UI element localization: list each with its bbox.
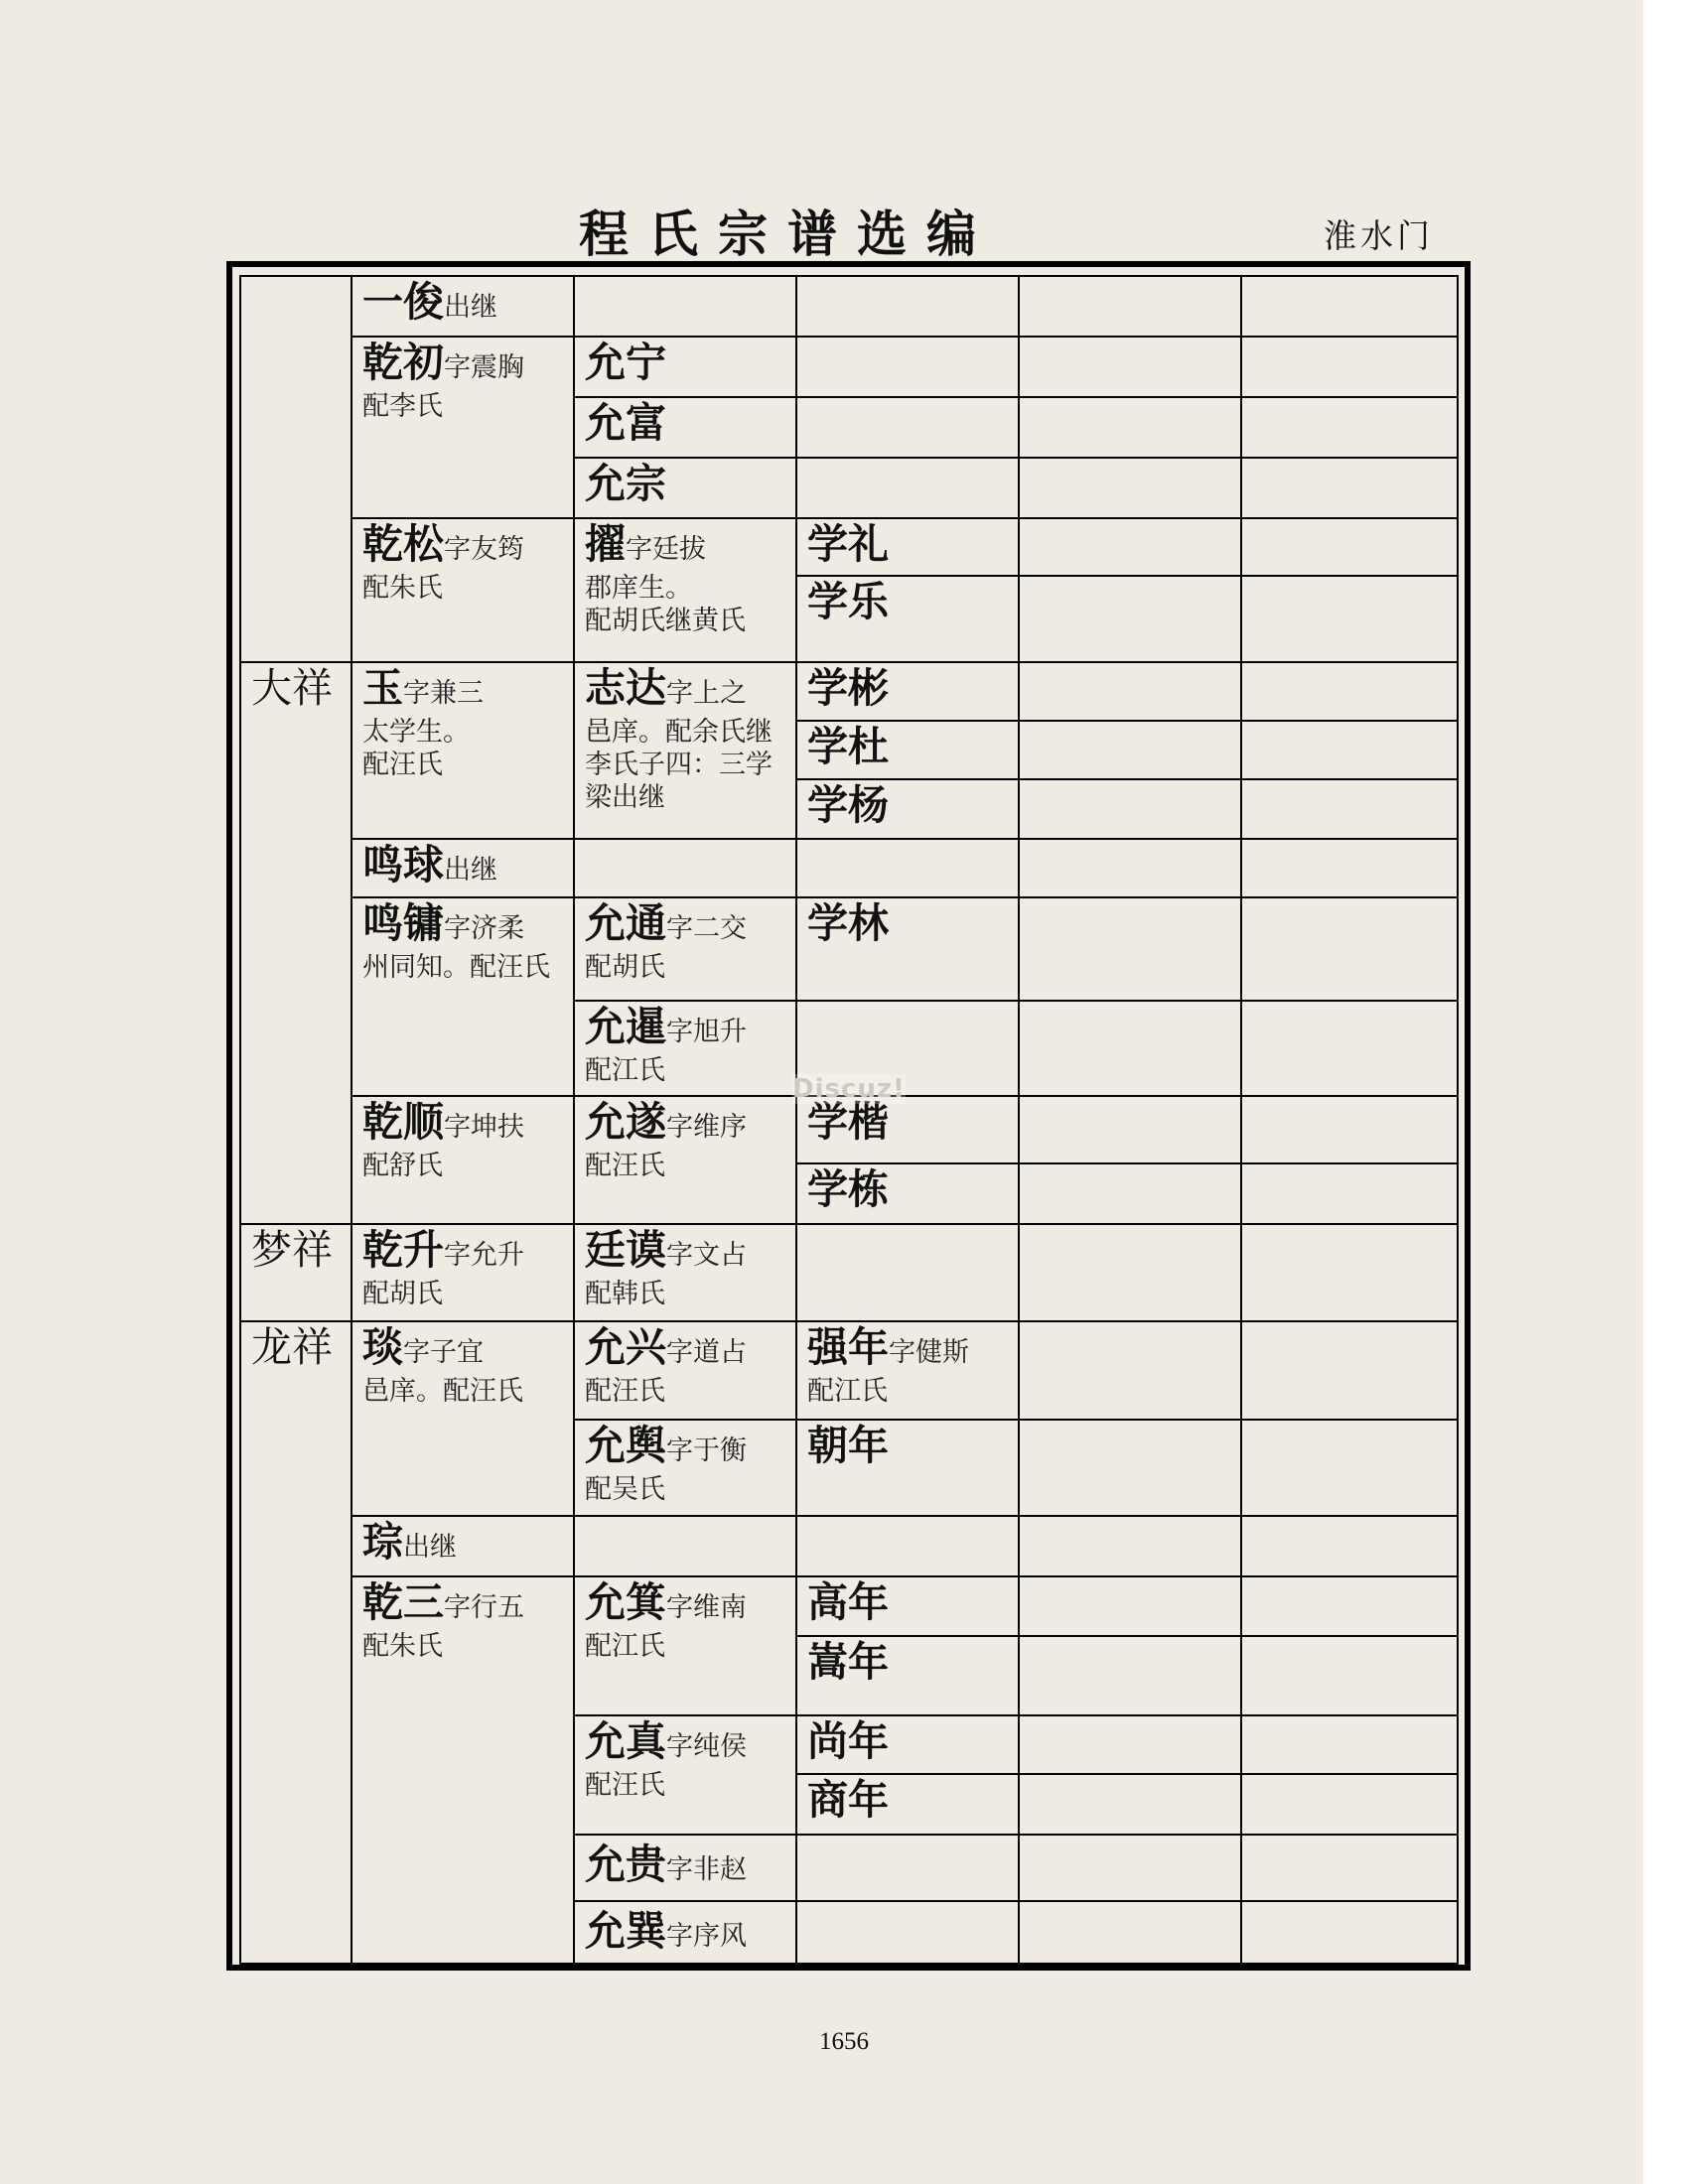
- person-name: 允兴: [585, 1323, 666, 1371]
- gen6-cell: [1241, 1516, 1458, 1576]
- person-detail: 配江氏: [585, 1631, 665, 1662]
- gen5-cell: [1019, 576, 1241, 662]
- gen5-cell: [1019, 337, 1241, 397]
- genealogy-table: [239, 275, 1459, 1965]
- gen6-cell: [1241, 1420, 1458, 1516]
- person-name: 学栋: [807, 1165, 889, 1213]
- person-note: 字二交: [666, 913, 747, 944]
- gen5-cell: [1019, 721, 1241, 779]
- gen4-cell: [796, 1224, 1019, 1321]
- person-detail: 州同知。配汪氏: [362, 952, 550, 983]
- person-note: 出继: [444, 855, 497, 886]
- person-detail: 配胡氏: [585, 952, 665, 983]
- gen5-cell: [1019, 779, 1241, 839]
- person-note: 字济柔: [444, 913, 524, 944]
- gen5-cell: [1019, 1774, 1241, 1835]
- person-name: 学杜: [807, 723, 889, 770]
- gen3-cell: [574, 1715, 796, 1835]
- gen4-cell: [796, 662, 1019, 721]
- person-name: 高年: [807, 1578, 889, 1626]
- gen5-cell: [1019, 1321, 1241, 1420]
- table-row: [240, 1096, 1458, 1163]
- person-detail: 邑庠。配汪氏: [362, 1376, 523, 1407]
- gen1-cell: [240, 1321, 352, 1964]
- person-name: 学乐: [807, 578, 889, 625]
- gen5-cell: [1019, 662, 1241, 721]
- table-row: [240, 276, 1458, 337]
- person-detail: 配胡氏继黄氏: [585, 606, 746, 637]
- table-row: [240, 337, 1458, 397]
- gen2-cell: [352, 1576, 574, 1964]
- person-note: 字纯侯: [666, 1731, 747, 1762]
- gen6-cell: [1241, 337, 1458, 397]
- gen2-cell: [352, 276, 574, 337]
- gen4-cell: [796, 397, 1019, 458]
- table-row: [240, 1516, 1458, 1576]
- gen5-cell: [1019, 397, 1241, 458]
- person-name: 允舆: [585, 1422, 666, 1469]
- gen3-cell: [574, 276, 796, 337]
- person-name: 乾顺: [362, 1098, 444, 1146]
- person-detail: 配江氏: [807, 1376, 888, 1407]
- person-name: 强年: [807, 1323, 889, 1371]
- gen6-cell: [1241, 839, 1458, 897]
- person-detail: 配汪氏: [585, 1151, 665, 1181]
- person-name: 朝年: [807, 1422, 889, 1469]
- person-name: 嵩年: [807, 1638, 889, 1686]
- person-detail: 李氏子四：三学: [585, 750, 773, 781]
- person-detail: 配汪氏: [362, 750, 443, 781]
- person-detail: 太学生。: [362, 717, 470, 748]
- gen6-cell: [1241, 1001, 1458, 1096]
- person-name: 允暹: [585, 1003, 666, 1050]
- gen6-cell: [1241, 897, 1458, 1001]
- person-note: 字廷拔: [626, 534, 706, 565]
- person-name: 玉: [362, 664, 403, 712]
- person-detail: 配朱氏: [362, 1631, 443, 1662]
- person-note: 字允升: [444, 1240, 524, 1271]
- gen6-cell: [1241, 397, 1458, 458]
- gen5-cell: [1019, 276, 1241, 337]
- gen3-cell: [574, 1901, 796, 1964]
- person-detail: 配江氏: [585, 1055, 665, 1086]
- gen4-cell: [796, 1096, 1019, 1163]
- person-name: 允遂: [585, 1098, 666, 1146]
- person-note: 字震胸: [444, 352, 524, 383]
- person-note: 字序风: [666, 1921, 747, 1952]
- gen2-cell: [352, 839, 574, 897]
- person-name: 一俊: [362, 278, 444, 326]
- gen3-cell: [574, 1420, 796, 1516]
- table-row: [240, 662, 1458, 721]
- person-name: 乾升: [362, 1226, 444, 1274]
- gen6-cell: [1241, 779, 1458, 839]
- gen1-cell: [240, 662, 352, 1224]
- person-note: 字维南: [666, 1592, 747, 1623]
- person-detail: 配胡氏: [362, 1279, 443, 1309]
- gen3-cell: [574, 1001, 796, 1096]
- gen6-cell: [1241, 1774, 1458, 1835]
- gen6-cell: [1241, 1576, 1458, 1636]
- gen4-cell: [796, 839, 1019, 897]
- person-name: 琮: [362, 1518, 403, 1566]
- person-note: 字友筠: [444, 534, 524, 565]
- person-note: 出继: [444, 292, 497, 323]
- person-detail: 配吴氏: [585, 1474, 665, 1505]
- person-name: 商年: [807, 1776, 889, 1824]
- person-detail: 配舒氏: [362, 1151, 443, 1181]
- person-name: 允富: [585, 399, 666, 447]
- gen3-cell: [574, 1835, 796, 1901]
- page-number: 1656: [819, 2028, 869, 2055]
- person-name: 龙祥: [251, 1323, 333, 1371]
- gen3-cell: [574, 897, 796, 1001]
- person-detail: 配朱氏: [362, 573, 443, 604]
- gen4-cell: [796, 721, 1019, 779]
- gen4-cell: [796, 518, 1019, 576]
- person-name: 乾初: [362, 339, 444, 386]
- gen5-cell: [1019, 1835, 1241, 1901]
- gen5-cell: [1019, 1001, 1241, 1096]
- person-detail: 配汪氏: [585, 1770, 665, 1801]
- gen3-cell: [574, 1576, 796, 1715]
- gen6-cell: [1241, 1163, 1458, 1224]
- gen5-cell: [1019, 1163, 1241, 1224]
- gen4-cell: [796, 1636, 1019, 1715]
- gen2-cell: [352, 1096, 574, 1224]
- gen4-cell: [796, 576, 1019, 662]
- person-note: 字非赵: [666, 1854, 747, 1885]
- gen4-cell: [796, 1901, 1019, 1964]
- table-row: [240, 839, 1458, 897]
- person-detail: 邑庠。配余氏继: [585, 717, 773, 748]
- gen2-cell: [352, 1224, 574, 1321]
- person-note: 字文占: [666, 1240, 747, 1271]
- person-name: 允贵: [585, 1841, 666, 1888]
- gen6-cell: [1241, 1835, 1458, 1901]
- gen6-cell: [1241, 662, 1458, 721]
- person-detail: 配汪氏: [585, 1376, 665, 1407]
- gen3-cell: [574, 1224, 796, 1321]
- person-name: 鸣镛: [362, 899, 444, 947]
- gen5-cell: [1019, 1901, 1241, 1964]
- person-detail: 配韩氏: [585, 1279, 665, 1309]
- gen4-cell: [796, 1576, 1019, 1636]
- person-name: 允通: [585, 899, 666, 947]
- gen3-cell: [574, 839, 796, 897]
- gen6-cell: [1241, 1636, 1458, 1715]
- person-note: 字健斯: [889, 1337, 969, 1368]
- person-name: 大祥: [251, 664, 333, 712]
- table-row: [240, 1321, 1458, 1420]
- gen4-cell: [796, 1163, 1019, 1224]
- person-name: 梦祥: [251, 1226, 333, 1274]
- person-note: 字坤扶: [444, 1112, 524, 1143]
- person-name: 鸣球: [362, 841, 444, 888]
- branch-label: 淮水门: [1324, 216, 1434, 255]
- gen3-cell: [574, 337, 796, 397]
- gen2-cell: [352, 897, 574, 1096]
- person-name: 允宗: [585, 460, 666, 507]
- person-name: 允箕: [585, 1578, 666, 1626]
- gen6-cell: [1241, 721, 1458, 779]
- gen5-cell: [1019, 458, 1241, 518]
- person-note: 字行五: [444, 1592, 524, 1623]
- person-name: 廷谟: [585, 1226, 666, 1274]
- gen4-cell: [796, 1835, 1019, 1901]
- gen6-cell: [1241, 518, 1458, 576]
- gen6-cell: [1241, 1321, 1458, 1420]
- person-name: 志达: [585, 664, 666, 712]
- gen6-cell: [1241, 458, 1458, 518]
- person-note: 字上之: [666, 678, 747, 709]
- person-name: 允巽: [585, 1907, 666, 1955]
- gen4-cell: [796, 337, 1019, 397]
- gen6-cell: [1241, 1096, 1458, 1163]
- person-note: 字维序: [666, 1112, 747, 1143]
- gen1-cell: [240, 1224, 352, 1321]
- gen6-cell: [1241, 1715, 1458, 1774]
- person-name: 琰: [362, 1323, 403, 1371]
- person-name: 乾三: [362, 1578, 444, 1626]
- person-detail: 梁出继: [585, 782, 665, 814]
- person-name: 学礼: [807, 520, 889, 568]
- person-name: 允宁: [585, 339, 666, 386]
- gen3-cell: [574, 518, 796, 662]
- person-name: 乾松: [362, 520, 444, 568]
- gen2-cell: [352, 518, 574, 662]
- gen2-cell: [352, 662, 574, 839]
- page-margin-strip: [1643, 0, 1688, 2184]
- gen5-cell: [1019, 1224, 1241, 1321]
- page-title: 程氏宗谱选编: [579, 205, 996, 263]
- gen3-cell: [574, 397, 796, 458]
- person-note: 字于衡: [666, 1435, 747, 1466]
- gen5-cell: [1019, 839, 1241, 897]
- person-name: 擢: [585, 520, 626, 568]
- gen4-cell: [796, 779, 1019, 839]
- gen4-cell: [796, 1516, 1019, 1576]
- gen3-cell: [574, 458, 796, 518]
- person-name: 允真: [585, 1717, 666, 1765]
- gen2-cell: [352, 1321, 574, 1516]
- gen6-cell: [1241, 276, 1458, 337]
- gen1-cell: [240, 276, 352, 662]
- gen4-cell: [796, 276, 1019, 337]
- watermark: Discuz!: [792, 1074, 906, 1104]
- person-name: 尚年: [807, 1717, 889, 1765]
- gen6-cell: [1241, 576, 1458, 662]
- person-name: 学楷: [807, 1098, 889, 1146]
- gen2-cell: [352, 337, 574, 518]
- person-name: 学杨: [807, 781, 889, 829]
- gen6-cell: [1241, 1901, 1458, 1964]
- person-note: 字子宜: [403, 1337, 484, 1368]
- gen4-cell: [796, 1774, 1019, 1835]
- gen6-cell: [1241, 1224, 1458, 1321]
- gen4-cell: [796, 1321, 1019, 1420]
- table-row: [240, 897, 1458, 1001]
- person-note: 字道占: [666, 1337, 747, 1368]
- gen3-cell: [574, 1516, 796, 1576]
- table-row: [240, 518, 1458, 576]
- person-note: 出继: [403, 1532, 457, 1563]
- gen4-cell: [796, 897, 1019, 1001]
- gen5-cell: [1019, 1715, 1241, 1774]
- person-detail: 郡庠生。: [585, 573, 692, 604]
- table-row: [240, 1576, 1458, 1636]
- gen5-cell: [1019, 1096, 1241, 1163]
- gen5-cell: [1019, 1576, 1241, 1636]
- gen5-cell: [1019, 897, 1241, 1001]
- gen4-cell: [796, 1420, 1019, 1516]
- gen2-cell: [352, 1516, 574, 1576]
- gen5-cell: [1019, 1516, 1241, 1576]
- person-note: 字兼三: [403, 678, 484, 709]
- person-name: 学彬: [807, 664, 889, 712]
- gen5-cell: [1019, 518, 1241, 576]
- gen3-cell: [574, 1321, 796, 1420]
- gen4-cell: [796, 458, 1019, 518]
- table-row: [240, 1224, 1458, 1321]
- gen5-cell: [1019, 1636, 1241, 1715]
- gen3-cell: [574, 1096, 796, 1224]
- person-note: 字旭升: [666, 1017, 747, 1047]
- person-name: 学林: [807, 899, 889, 947]
- gen5-cell: [1019, 1420, 1241, 1516]
- person-detail: 配李氏: [362, 391, 443, 422]
- gen4-cell: [796, 1715, 1019, 1774]
- gen3-cell: [574, 662, 796, 839]
